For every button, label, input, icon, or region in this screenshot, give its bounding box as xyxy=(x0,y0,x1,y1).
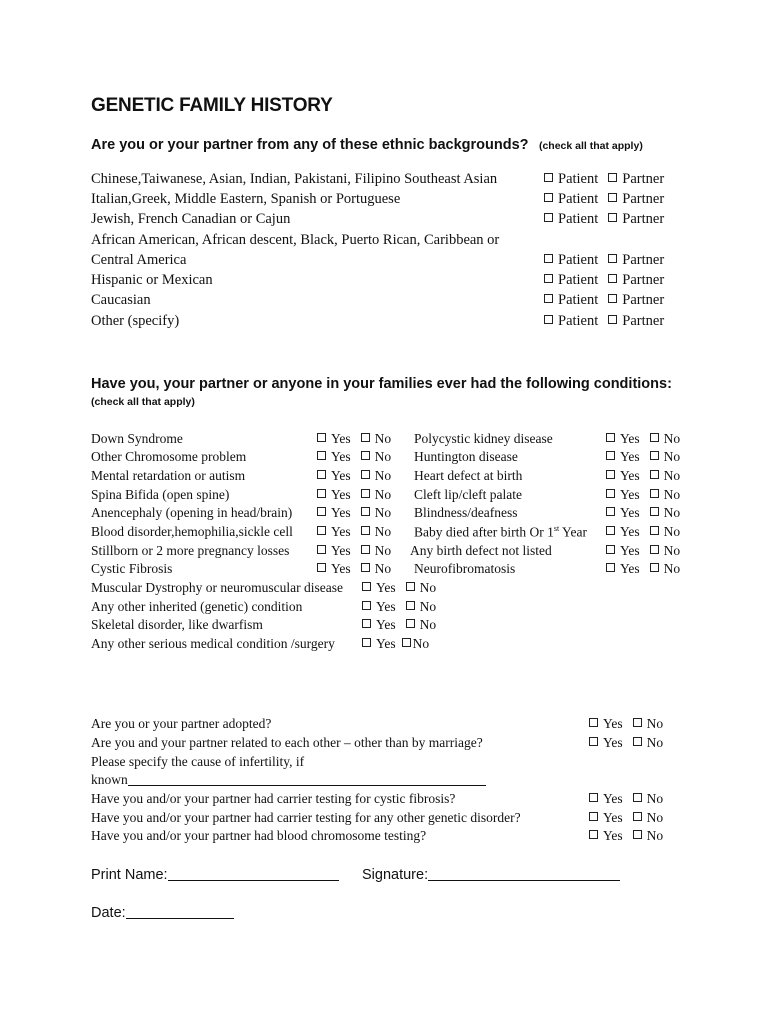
ethnic-options-row xyxy=(544,171,664,188)
print-name-label: Print Name: xyxy=(91,867,168,883)
partner-checkbox[interactable]: Partner xyxy=(608,252,664,269)
yes-no-group xyxy=(317,468,391,484)
no-checkbox[interactable]: No xyxy=(633,810,664,826)
ethnic-label-5: Hispanic or Mexican xyxy=(91,272,213,288)
yes-no-group xyxy=(317,543,391,559)
yes-checkbox[interactable]: Yes xyxy=(606,449,640,465)
condition-label: Huntington disease xyxy=(414,449,518,464)
ethnic-question xyxy=(91,136,643,154)
condition-label: Cystic Fibrosis xyxy=(91,561,173,576)
ethnic-options-row xyxy=(544,211,664,228)
yes-checkbox[interactable]: Yes xyxy=(606,561,640,577)
yes-no-group xyxy=(606,487,680,503)
no-checkbox[interactable]: No xyxy=(650,543,681,559)
yes-checkbox[interactable]: Yes xyxy=(589,716,623,732)
condition-label: Skeletal disorder, like dwarfism xyxy=(91,617,263,632)
yes-checkbox[interactable]: Yes xyxy=(317,524,351,540)
related-question: Are you and your partner related to each other – other than by marriage? xyxy=(91,735,483,750)
no-checkbox[interactable]: No xyxy=(633,735,664,751)
yes-no-group xyxy=(362,580,436,596)
yes-checkbox[interactable]: Yes xyxy=(606,543,640,559)
no-checkbox[interactable]: No xyxy=(650,524,681,540)
condition-label: Stillborn or 2 more pregnancy losses xyxy=(91,543,290,558)
no-checkbox[interactable]: No xyxy=(633,828,664,844)
patient-checkbox[interactable]: Patient xyxy=(544,171,598,188)
yes-checkbox[interactable]: Yes xyxy=(317,449,351,465)
yes-checkbox[interactable]: Yes xyxy=(362,636,396,652)
partner-checkbox[interactable]: Partner xyxy=(608,292,664,309)
yes-checkbox[interactable]: Yes xyxy=(317,543,351,559)
no-checkbox[interactable]: No xyxy=(650,487,681,503)
print-name-row xyxy=(91,867,339,883)
patient-checkbox[interactable]: Patient xyxy=(544,252,598,269)
no-checkbox[interactable]: No xyxy=(361,524,392,540)
yes-checkbox[interactable]: Yes xyxy=(317,561,351,577)
no-checkbox[interactable]: No xyxy=(361,468,392,484)
yes-no-group xyxy=(606,543,680,559)
condition-label: Blindness/deafness xyxy=(414,505,518,520)
partner-checkbox[interactable]: Partner xyxy=(608,191,664,208)
no-checkbox[interactable]: No xyxy=(650,505,681,521)
print-name-field[interactable] xyxy=(168,880,339,881)
partner-checkbox[interactable]: Partner xyxy=(608,313,664,330)
infertility-known-label: known xyxy=(91,772,128,787)
signature-field[interactable] xyxy=(428,880,620,881)
condition-label: Polycystic kidney disease xyxy=(414,431,553,446)
ethnic-label-0: Chinese,Taiwanese, Asian, Indian, Pakistani, Filipino Southeast Asian xyxy=(91,171,498,187)
yes-no-group xyxy=(606,505,680,521)
conditions-note: (check all that apply) xyxy=(91,396,195,408)
yes-checkbox[interactable]: Yes xyxy=(589,828,623,844)
condition-label: Cleft lip/cleft palate xyxy=(414,487,522,502)
no-checkbox[interactable]: No xyxy=(650,449,681,465)
yes-no-group xyxy=(589,791,663,807)
ethnic-label-2: Jewish, French Canadian or Cajun xyxy=(91,211,291,227)
yes-checkbox[interactable]: Yes xyxy=(589,735,623,751)
no-checkbox[interactable]: No xyxy=(361,431,392,447)
infertility-answer-row xyxy=(91,772,486,788)
no-checkbox[interactable]: No xyxy=(361,449,392,465)
yes-checkbox[interactable]: Yes xyxy=(606,431,640,447)
ethnic-options-row xyxy=(544,313,664,330)
yes-no-group xyxy=(606,524,680,540)
no-checkbox[interactable]: No xyxy=(406,580,437,596)
no-checkbox[interactable]: No xyxy=(402,636,430,652)
yes-no-group xyxy=(317,524,391,540)
patient-checkbox[interactable]: Patient xyxy=(544,313,598,330)
ethnic-options-row xyxy=(544,252,664,269)
no-checkbox[interactable]: No xyxy=(361,543,392,559)
partner-checkbox[interactable]: Partner xyxy=(608,211,664,228)
condition-label: Spina Bifida (open spine) xyxy=(91,487,230,502)
yes-no-group xyxy=(317,561,391,577)
chromosome-testing-question: Have you and/or your partner had blood chromosome testing? xyxy=(91,828,427,843)
ethnic-label-6: Caucasian xyxy=(91,292,151,308)
partner-checkbox[interactable]: Partner xyxy=(608,272,664,289)
infertility-question: Please specify the cause of infertility, if xyxy=(91,754,305,769)
ethnic-label-4: Central America xyxy=(91,252,187,268)
yes-checkbox[interactable]: Yes xyxy=(606,524,640,540)
infertility-input[interactable] xyxy=(128,785,486,786)
condition-label: Any birth defect not listed xyxy=(410,543,552,558)
condition-label: Other Chromosome problem xyxy=(91,449,247,464)
yes-checkbox[interactable]: Yes xyxy=(606,468,640,484)
patient-checkbox[interactable]: Patient xyxy=(544,191,598,208)
ethnic-note: (check all that apply) xyxy=(538,140,643,152)
patient-checkbox[interactable]: Patient xyxy=(544,211,598,228)
signature-label: Signature: xyxy=(362,867,429,883)
yes-no-group xyxy=(589,716,663,732)
ethnic-label-7: Other (specify) xyxy=(91,313,180,329)
yes-checkbox[interactable]: Yes xyxy=(362,617,396,633)
condition-label: Any other serious medical condition /surgery xyxy=(91,636,335,651)
yes-no-group xyxy=(317,505,391,521)
yes-no-group xyxy=(362,636,429,652)
partner-checkbox[interactable]: Partner xyxy=(608,171,664,188)
cf-testing-question: Have you and/or your partner had carrier testing for cystic fibrosis? xyxy=(91,791,456,806)
condition-label: Anencephaly (opening in head/brain) xyxy=(91,505,293,520)
ethnic-options-row xyxy=(544,272,664,289)
yes-no-group xyxy=(317,487,391,503)
condition-label: Muscular Dystrophy or neuromuscular disease xyxy=(91,580,343,595)
date-label: Date: xyxy=(91,905,126,921)
no-checkbox[interactable]: No xyxy=(633,716,664,732)
condition-label: Neurofibromatosis xyxy=(414,561,516,576)
condition-label: Blood disorder,hemophilia,sickle cell xyxy=(91,524,293,539)
no-checkbox[interactable]: No xyxy=(650,468,681,484)
condition-label: Down Syndrome xyxy=(91,431,183,446)
ethnic-options-row xyxy=(544,292,664,309)
other-testing-question: Have you and/or your partner had carrier testing for any other genetic disorder? xyxy=(91,810,521,825)
condition-label: Baby died after birth Or 1st Year xyxy=(414,524,587,540)
yes-checkbox[interactable]: Yes xyxy=(362,599,396,615)
patient-checkbox[interactable]: Patient xyxy=(544,292,598,309)
yes-checkbox[interactable]: Yes xyxy=(317,505,351,521)
condition-label: Heart defect at birth xyxy=(414,468,523,483)
no-checkbox[interactable]: No xyxy=(361,505,392,521)
conditions-question: Have you, your partner or anyone in your families ever had the following conditions: xyxy=(91,376,672,392)
yes-checkbox[interactable]: Yes xyxy=(362,580,396,596)
no-checkbox[interactable]: No xyxy=(361,561,392,577)
yes-no-group xyxy=(362,617,436,633)
yes-checkbox[interactable]: Yes xyxy=(589,791,623,807)
no-checkbox[interactable]: No xyxy=(406,599,437,615)
no-checkbox[interactable]: No xyxy=(361,487,392,503)
yes-no-group xyxy=(589,828,663,844)
yes-no-group xyxy=(589,810,663,826)
no-checkbox[interactable]: No xyxy=(633,791,664,807)
yes-checkbox[interactable]: Yes xyxy=(317,487,351,503)
ethnic-label-3: African American, African descent, Black, Puerto Rican, Caribbean or xyxy=(91,232,500,248)
no-checkbox[interactable]: No xyxy=(406,617,437,633)
yes-no-group xyxy=(606,431,680,447)
adopted-question: Are you or your partner adopted? xyxy=(91,716,272,731)
no-checkbox[interactable]: No xyxy=(650,561,681,577)
patient-checkbox[interactable]: Patient xyxy=(544,272,598,289)
yes-no-group xyxy=(606,468,680,484)
no-checkbox[interactable]: No xyxy=(650,431,681,447)
yes-no-group xyxy=(589,735,663,751)
yes-checkbox[interactable]: Yes xyxy=(589,810,623,826)
yes-checkbox[interactable]: Yes xyxy=(317,468,351,484)
yes-no-group xyxy=(606,449,680,465)
yes-no-group xyxy=(317,431,391,447)
signature-row xyxy=(362,867,620,883)
yes-no-group xyxy=(317,449,391,465)
page-title: GENETIC FAMILY HISTORY xyxy=(91,95,333,116)
yes-checkbox[interactable]: Yes xyxy=(317,431,351,447)
date-field[interactable] xyxy=(126,918,234,919)
ethnic-question-text: Are you or your partner from any of these ethnic backgrounds? xyxy=(91,137,529,153)
condition-label: Mental retardation or autism xyxy=(91,468,246,483)
ethnic-options-row xyxy=(544,191,664,208)
yes-no-group xyxy=(362,599,436,615)
date-row xyxy=(91,905,234,921)
yes-checkbox[interactable]: Yes xyxy=(606,505,640,521)
condition-label: Any other inherited (genetic) condition xyxy=(91,599,303,614)
yes-checkbox[interactable]: Yes xyxy=(606,487,640,503)
ethnic-label-1: Italian,Greek, Middle Eastern, Spanish or Portuguese xyxy=(91,191,401,207)
yes-no-group xyxy=(606,561,680,577)
